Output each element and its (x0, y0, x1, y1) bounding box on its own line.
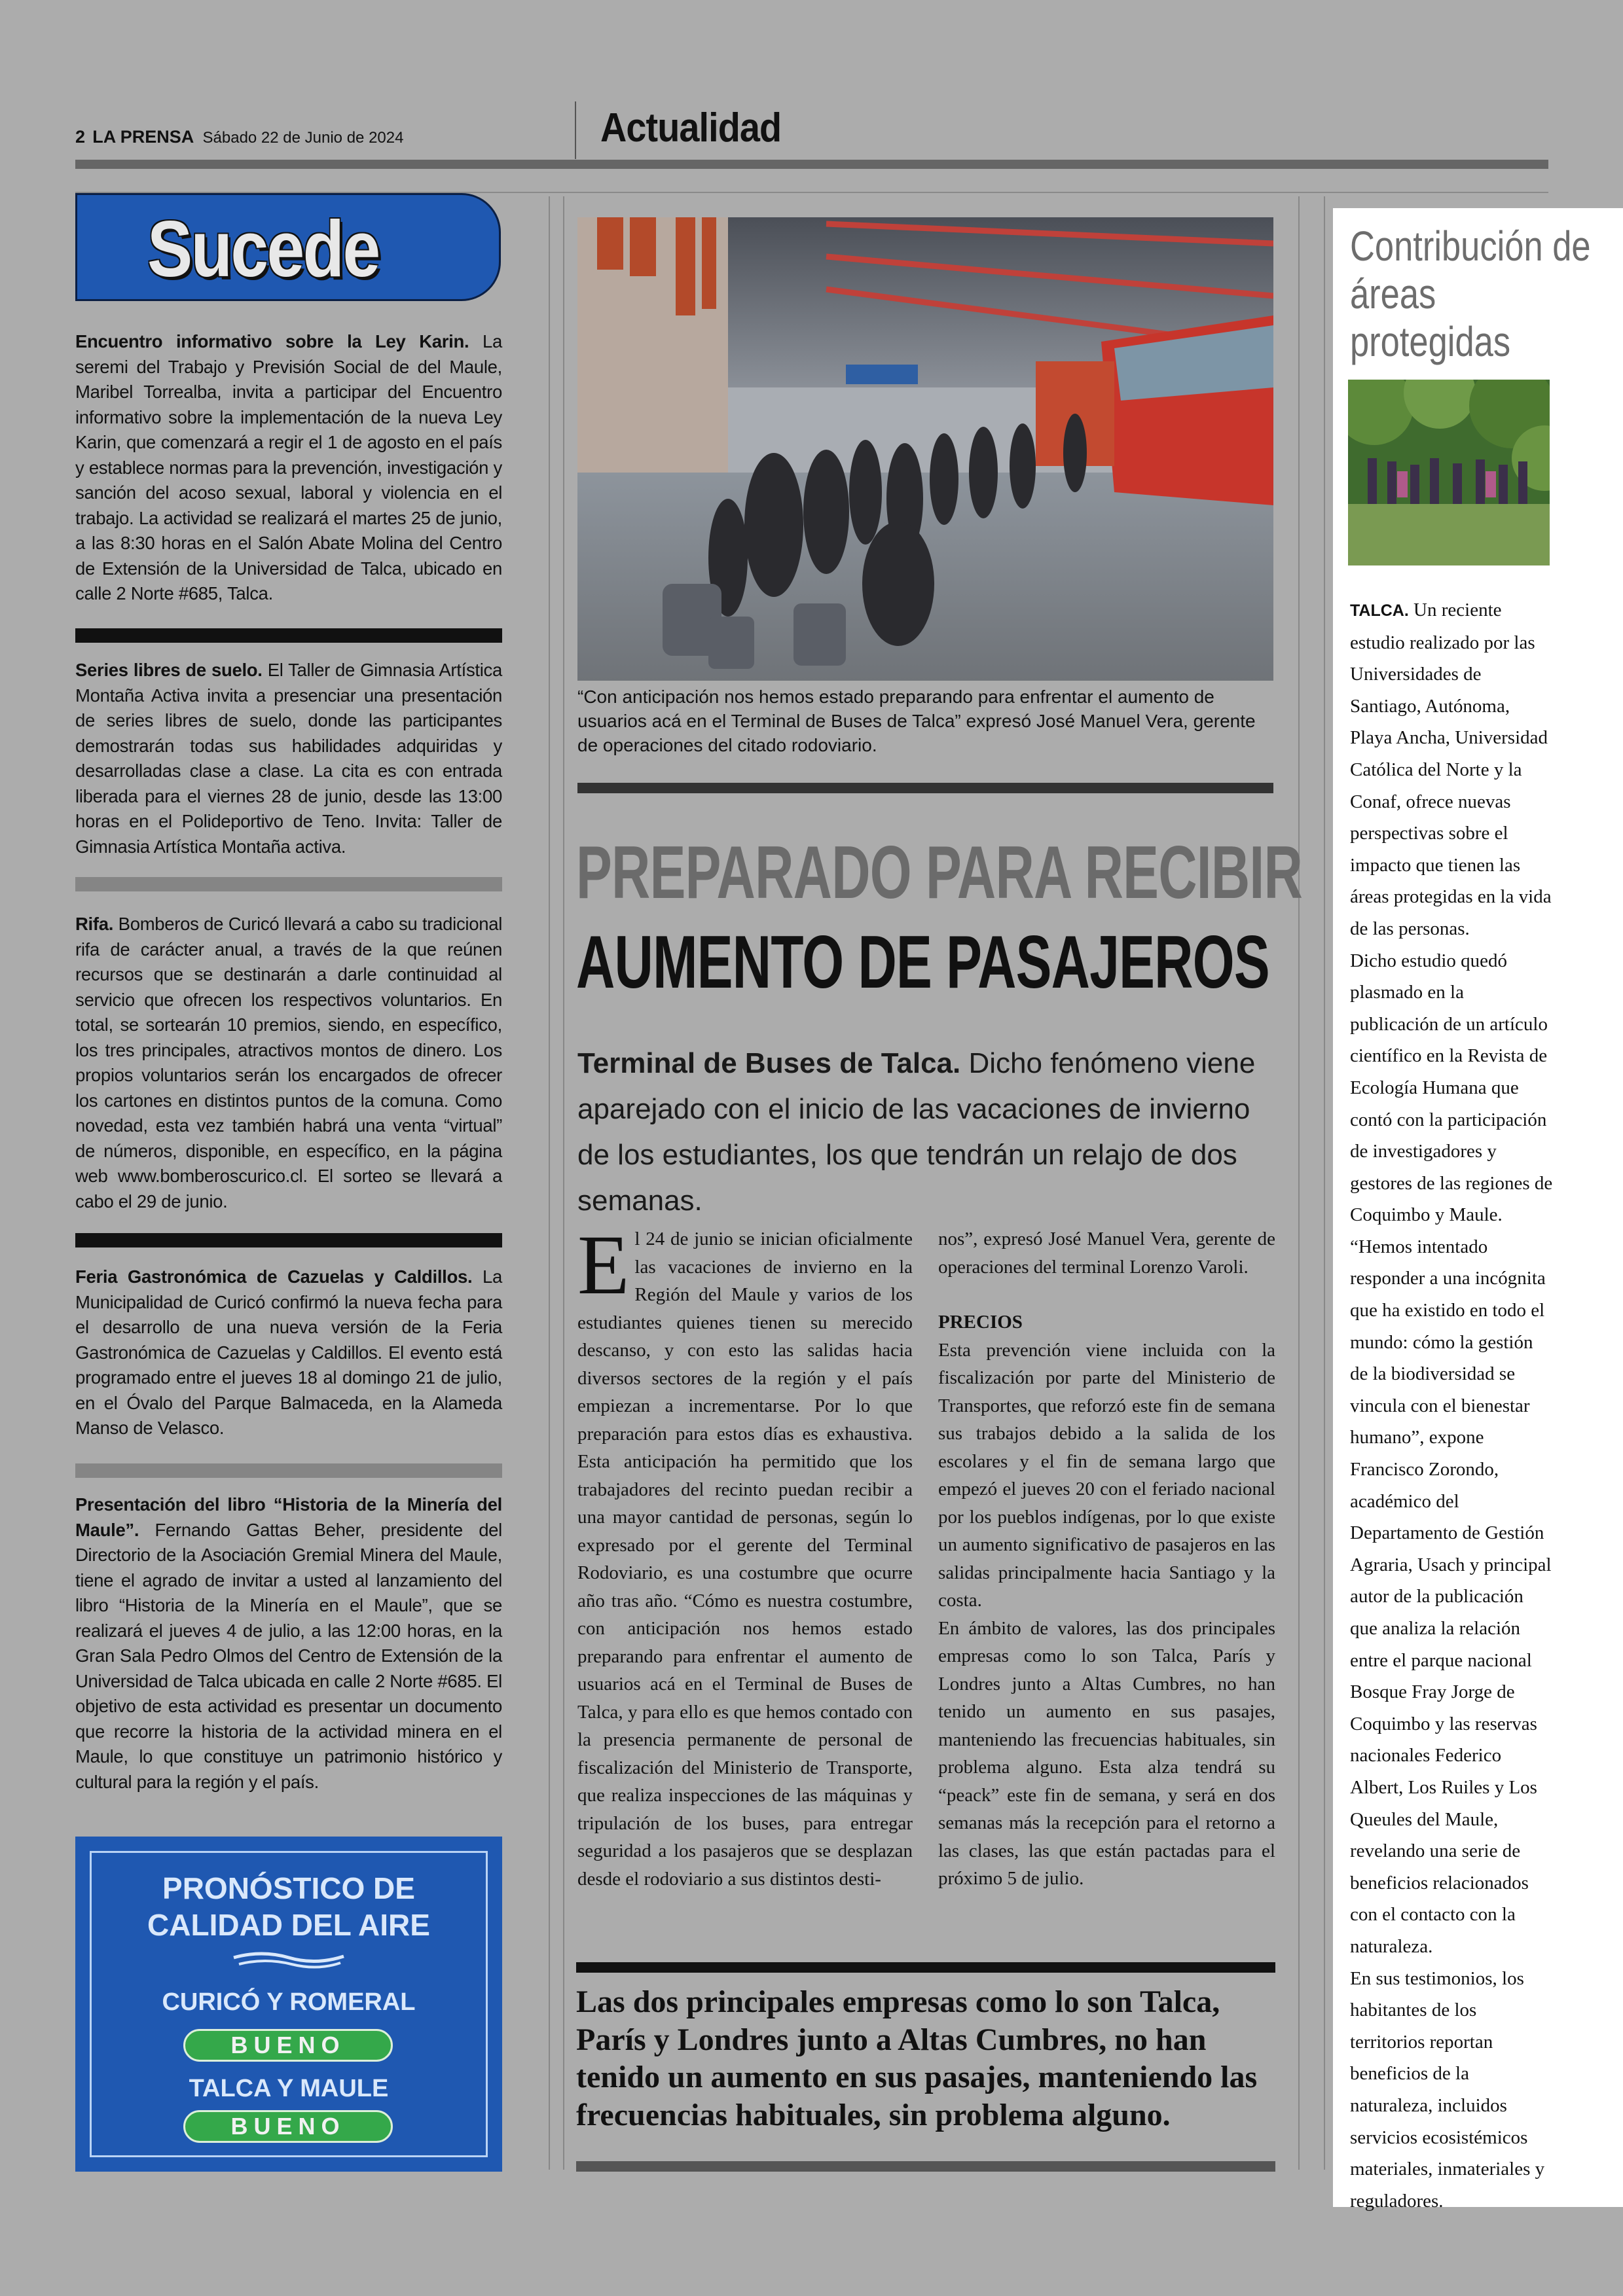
pull-quote: Las dos principales empresas como lo son Talca, París y Londres junto a Altas Cumbres, no han tenido un aumento en sus pasajes, manteniendo las frecuencias habituales, sin problema alguno. (576, 1984, 1258, 2132)
section-title: Actualidad (600, 105, 782, 151)
event-item (75, 1265, 502, 1441)
sidebar-text-4: En sus testimonios, los habitantes de los territorios reportan beneficios de la naturaleza, incluidos servicios ecosistémicos materiales, inmateriales y reguladores. (1350, 1967, 1545, 2212)
photo-caption: “Con anticipación nos hemos estado preparando para enfrentar el aumento de usuarios acá en el Terminal de Buses de Talca” expresó José Manuel Vera, gerente de operaciones del citado rodoviario. (577, 687, 1256, 755)
article-subhead: PRECIOS (938, 1312, 1023, 1333)
headline-line-2: AUMENTO DE PASAJEROS (576, 921, 1269, 1004)
article-lead (577, 1041, 1278, 1224)
event-item (75, 912, 502, 1214)
forest-group-image (1348, 380, 1550, 565)
page-header-info (75, 127, 403, 147)
event-item (75, 658, 502, 859)
protected-area-photo (1348, 380, 1550, 565)
article-text-2: nos”, expresó José Manuel Vera, gerente de operaciones del terminal Lorenzo Varoli. (938, 1229, 1275, 1278)
event-title: Encuentro informativo sobre la Ley Karin. (75, 331, 469, 351)
header-rule (75, 160, 1548, 169)
event-item (75, 329, 502, 607)
air-quality-title (75, 1870, 502, 1943)
pull-quote-rule-bottom (576, 2161, 1275, 2172)
event-text: La Municipalidad de Curicó confirmó la nueva fecha para el desarrollo de una nueva versión de la Feria Gastronómica de Cazuelas y Caldillos. El evento está programado entre el jueves 18 al domingo 21 de julio, en el Óvalo del Parque Balmaceda, en la Alameda Manso de Velasco. (75, 1266, 502, 1438)
event-title: Rifa. (75, 914, 114, 934)
article-column-1 (577, 1218, 913, 1893)
wave-icon (232, 1951, 345, 1969)
caption-rule (577, 783, 1273, 793)
drop-cap: E (577, 1218, 630, 1312)
column-divider-center-left (563, 196, 564, 2170)
column-divider-left (549, 196, 550, 2170)
pull-quote-rule-top (576, 1962, 1275, 1973)
air-zone-2: TALCA Y MAULE (189, 2075, 389, 2102)
event-title: Series libres de suelo. (75, 660, 263, 680)
column-divider-center-right (1298, 196, 1300, 2170)
sucede-title: Sucede (147, 204, 379, 293)
bus-terminal-photo (577, 217, 1273, 681)
air-zone-1: CURICÓ Y ROMERAL (162, 1988, 416, 2016)
item-separator (75, 1463, 502, 1478)
air-quality-box (75, 1837, 502, 2172)
column-divider-right (1324, 196, 1325, 2170)
sucede-banner (75, 193, 501, 303)
air-quality-title-line1: PRONÓSTICO DE (162, 1871, 415, 1905)
issue-date: Sábado 22 de Junio de 2024 (202, 129, 404, 147)
air-status-badge-1: BUENO (183, 2029, 393, 2062)
lead-text: Dicho fenómeno viene aparejado con el inicio de las vacaciones de invierno de los estudiantes, los que tendrán un relajo de dos semanas. (577, 1047, 1256, 1217)
headline-line-1: PREPARADO PARA RECIBIR (576, 831, 1303, 914)
event-text: La seremi del Trabajo y Previsión Social de del Maule, Maribel Torrealba, invita a participar del Encuentro informativo sobre la implementación de la nueva Ley Karin, que comenzará a regir el 1 de agosto en el país y establece normas para la prevención, investigación y sanción del acoso sexual, laboral y violencia en el trabajo. La actividad se realizará el martes 25 de junio, a las 8:30 horas en el Salón Abate Molina del Centro de Extensión de la Universidad de Talca, ubicado en calle 2 Norte #685, Talca. (75, 331, 502, 603)
header-divider (575, 101, 576, 159)
event-text: Fernando Gattas Beher, presidente del Directorio de la Asociación Gremial Minera del Maule, tiene el agrado de invitar a usted al lanzamiento del libro “Historia de la Minería en el Maule”, que se realizará el jueves 4 de julio, a las 12:00 horas, en la Gran Sala Pedro Olmos del Centro de Extensión de la Universidad de Talca ubicada en calle 2 Norte #685. El objetivo de esta actividad es presentar un documento que recorre la historia de la actividad minera en el Maule, lo que constituye un patrimonio histórico y cultural para la región y el país. (75, 1519, 502, 1792)
sidebar-title (1350, 223, 1591, 366)
article-text-3: Esta prevención viene incluida con la fiscalización por parte del Ministerio de Transportes, que reforzó este fin de semana sus trabajos debido a la salida de los escolares y el fin de semana largo que empezó el jueves 20 con el feriado nacional por los pueblos indígenas, por lo que existe un aumento significativo de pasajeros en las salidas principalmente hacia Santiago y la costa. (938, 1339, 1275, 1611)
lead-title: Terminal de Buses de Talca. (577, 1047, 961, 1079)
sidebar-dateline: TALCA. (1350, 601, 1409, 620)
air-quality-title-line2: CALIDAD DEL AIRE (147, 1908, 430, 1942)
event-text: Bomberos de Curicó llevará a cabo su tradicional rifa de carácter anual, a través de la que reúnen recursos que se destinarán a darle continuidad al servicio que ofrecen los respectivos voluntarios. En total, se sortearán 10 premios, siendo, en específico, los tres principales, atractivos montos de dinero. Los propios voluntarios serán los encargados de ofrecer los cartones en distintos puntos de la comuna. Como novedad, esta vez también habrá una venta “virtual” de números, disponible, en específico, en la página web www.bomberoscurico.cl. El sorteo se llevará a cabo el 29 de junio. (75, 914, 502, 1211)
article-text-1: l 24 de junio se inician oficialmente las vacaciones de invierno en la Región del Maule y varios de los estudiantes quienes tienen su merecido descanso, y con esto las salidas hacia diversos sectores de la región y el país empiezan a incrementarse. Por lo que preparación para estos días es exhaustiva. Esta anticipación ha permitido que los trabajadores del recinto puedan recibir a una mayor cantidad de personas, según lo expresado por el gerente del Terminal Rodoviario, es una costumbre que ocurre año tras año. “Cómo es nuestra costumbre, con anticipación nos hemos estado preparando para enfrentar el aumento de usuarios acá en el Terminal de Buses de Talca, y para ello es que hemos contado con la presencia permanente de personal de fiscalización del Ministerio de Transporte, que realiza inspecciones de las máquinas y tripulación de los buses, para entregar seguridad a los pasajeros que se desplazan desde el rodoviario a sus distintos desti- (577, 1229, 913, 1890)
bus-terminal-image (577, 217, 1273, 681)
sidebar-text-2: Dicho estudio quedó plasmado en la publicación de un artículo científico en la Revista de Ecología Humana que contó con la participación de investigadores y gestores de las regiones de Coquimbo y Maule. (1350, 950, 1553, 1226)
article-column-2 (938, 1225, 1275, 1893)
item-separator (75, 628, 502, 643)
sidebar-text-3: “Hemos intentado responder a una incógnita que ha existido en todo el mundo: cómo la gestión de la biodiversidad se vincula con el bienestar humano”, expone Francisco Zorondo, académico del Departamento de Gestión Agraria, Usach y principal autor de la publicación que analiza la relación entre el parque nacional Bosque Fray Jorge de Coquimbo y las reservas nacionales Federico Albert, Los Ruiles y Los Queules del Maule, revelando una serie de beneficios relacionados con el contacto con la naturaleza. (1350, 1236, 1552, 1957)
event-text: El Taller de Gimnasia Artística Montaña Activa invita a presenciar una presentación de series libres de suelo, donde las participantes demostrarán todas sus habilidades adquiridas y desarrolladas clase a clase. La cita es con entrada liberada para el viernes 28 de junio, desde las 13:00 horas en el Polideportivo de Teno. Invita: Taller de Gimnasia Artística Montaña activa. (75, 660, 502, 857)
event-item (75, 1492, 502, 1795)
publication-name: LA PRENSA (92, 127, 194, 147)
article-text-4: En ámbito de valores, las dos principales empresas como lo son Talca, París y Londres junto a Altas Cumbres, no han tenido un aumento en sus pasajes, manteniendo las frecuencias habituales, sin problema alguno. Esta alza tendrá su “peack” este fin de semana, y será en dos semanas más la recepción para el retorno a las clases, las que están pactadas para el próximo 5 de julio. (938, 1617, 1275, 1889)
sidebar-text-1: Un reciente estudio realizado por las Universidades de Santiago, Autónoma, Playa Ancha, Universidad Católica del Norte y la Conaf, ofrece nuevas perspectivas sobre el impacto que tienen las áreas protegidas en la vida de las personas. (1350, 600, 1552, 939)
page-number: 2 (75, 127, 86, 147)
item-separator (75, 877, 502, 891)
event-title: Feria Gastronómica de Cazuelas y Caldillos. (75, 1266, 473, 1287)
item-separator (75, 1233, 502, 1247)
sidebar-title-text: Contribución de áreas protegidas (1350, 223, 1591, 365)
air-status-badge-2: BUENO (183, 2110, 393, 2143)
sidebar-article (1350, 594, 1553, 2217)
event-title: Presentación del libro “Historia de la Minería del Maule”. (75, 1494, 502, 1540)
